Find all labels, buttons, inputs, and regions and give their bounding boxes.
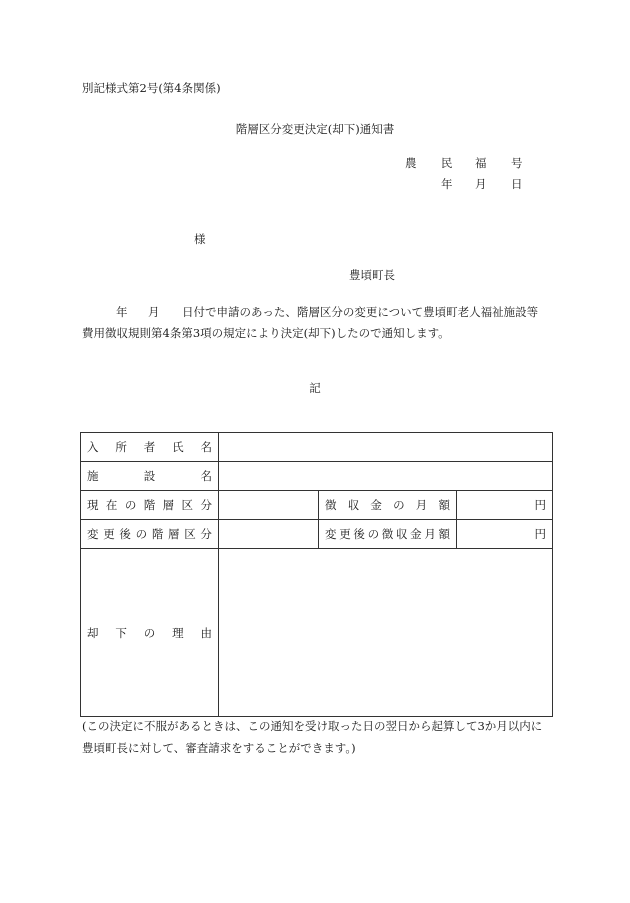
form-reference: 別記様式第2号(第4条関係) bbox=[82, 81, 221, 95]
body-text-line2: 費用徴収規則第4条第3項の規定により決定(却下)したので通知します。 bbox=[82, 326, 450, 340]
doc-number-char: 号 bbox=[511, 156, 523, 170]
appeal-note-line1: (この決定に不服があるときは、この通知を受け取った日の翌日から起算して3か月以内に bbox=[82, 719, 543, 733]
facility-name-label: 施 設 名 bbox=[81, 462, 219, 491]
table-row bbox=[81, 520, 553, 549]
table-row bbox=[81, 433, 553, 462]
rejection-reason-field[interactable] bbox=[219, 549, 553, 717]
ki-heading: 記 bbox=[309, 381, 321, 395]
yen-unit: 円 bbox=[534, 527, 547, 541]
new-tier-field[interactable] bbox=[219, 520, 319, 549]
doc-number-char: 福 bbox=[475, 156, 487, 170]
body-text-line1: 日付で申請のあった、階層区分の変更について豊頃町老人福祉施設等 bbox=[182, 305, 539, 319]
new-tier-label: 変 更 後 の 階 層 区 分 bbox=[81, 520, 219, 549]
new-monthly-fee-field[interactable] bbox=[457, 520, 553, 549]
resident-name-label: 入 所 者 氏 名 bbox=[81, 433, 219, 462]
current-tier-label: 現 在 の 階 層 区 分 bbox=[81, 491, 219, 520]
date-month: 月 bbox=[475, 177, 487, 191]
yen-unit: 円 bbox=[534, 498, 547, 512]
doc-number-char: 農 bbox=[405, 156, 417, 170]
facility-name-field[interactable] bbox=[219, 462, 553, 491]
table-row bbox=[81, 549, 553, 717]
new-monthly-fee-label: 変 更 後 の 徴 収 金 月 額 bbox=[319, 520, 457, 549]
body-month: 月 bbox=[148, 305, 160, 319]
body-year: 年 bbox=[116, 305, 128, 319]
document-title: 階層区分変更決定(却下)通知書 bbox=[235, 122, 395, 136]
table-row bbox=[81, 462, 553, 491]
resident-name-field[interactable] bbox=[219, 433, 553, 462]
monthly-fee-label: 徴 収 金 の 月 額 bbox=[319, 491, 457, 520]
doc-number-char: 民 bbox=[441, 156, 453, 170]
appeal-note-line2: 豊頃町長に対して、審査請求をすることができます。) bbox=[82, 741, 356, 755]
table-row bbox=[81, 491, 553, 520]
issuer-name: 豊頃町長 bbox=[349, 268, 395, 282]
monthly-fee-field[interactable] bbox=[457, 491, 553, 520]
recipient-suffix: 様 bbox=[194, 232, 206, 246]
current-tier-field[interactable] bbox=[219, 491, 319, 520]
date-year: 年 bbox=[441, 177, 453, 191]
date-day: 日 bbox=[511, 177, 523, 191]
rejection-reason-label: 却 下 の 理 由 bbox=[81, 549, 219, 717]
details-table bbox=[80, 432, 553, 717]
